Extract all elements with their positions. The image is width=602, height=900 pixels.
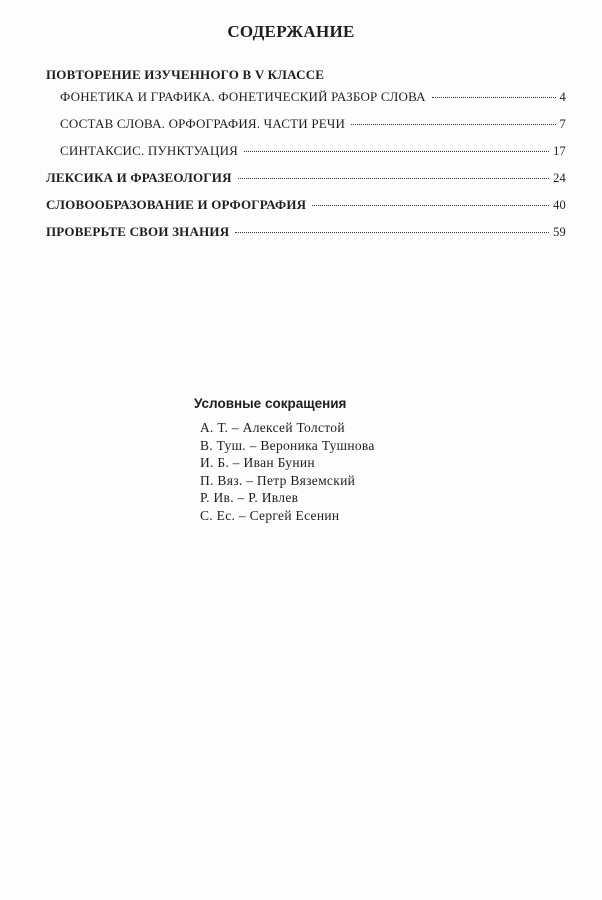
abbreviation-item: В. Туш. – Вероника Тушнова <box>200 437 375 453</box>
toc-entry-label: ПРОВЕРЬТЕ СВОИ ЗНАНИЯ <box>46 224 230 239</box>
dot-leader <box>351 124 555 125</box>
toc-entry <box>46 197 566 224</box>
table-of-contents <box>46 67 566 251</box>
toc-entry <box>46 170 566 197</box>
toc-entry-page: 40 <box>553 198 566 212</box>
toc-entry <box>46 89 566 116</box>
toc-entry <box>46 116 566 143</box>
abbreviation-item: П. Вяз. – Петр Вяземский <box>200 472 356 488</box>
toc-entry <box>46 67 566 89</box>
toc-entry-page: 7 <box>559 117 566 131</box>
abbreviation-item: А. Т. – Алексей Толстой <box>200 420 345 435</box>
toc-entry-label: СЛОВООБРАЗОВАНИЕ И ОРФОГРАФИЯ <box>46 197 307 212</box>
abbreviations-title: Условные сокращения <box>194 396 347 411</box>
toc-entry-page: 17 <box>553 144 566 158</box>
toc-entry-label: СОСТАВ СЛОВА. ОРФОГРАФИЯ. ЧАСТИ РЕЧИ <box>60 116 346 131</box>
dot-leader <box>312 205 549 206</box>
abbreviation-item: Р. Ив. – Р. Ивлев <box>200 490 299 505</box>
toc-entry-label: ПОВТОРЕНИЕ ИЗУЧЕННОГО В V КЛАССЕ <box>46 67 325 82</box>
abbreviations-section <box>194 396 375 524</box>
toc-entry-label: ЛЕКСИКА И ФРАЗЕОЛОГИЯ <box>46 170 232 185</box>
toc-entry-page: 24 <box>553 171 566 185</box>
toc-entry <box>46 143 566 170</box>
toc-entry-label: СИНТАКСИС. ПУНКТУАЦИЯ <box>60 143 239 158</box>
toc-entry-page: 59 <box>553 225 566 239</box>
abbreviation-item: С. Ес. – Сергей Есенин <box>200 507 340 523</box>
abbreviation-item: И. Б. – Иван Бунин <box>200 455 315 470</box>
toc-entry-page: 4 <box>559 90 566 104</box>
dot-leader <box>244 151 549 152</box>
abbreviations-list <box>200 419 375 524</box>
dot-leader <box>432 97 556 98</box>
toc-entry <box>46 224 566 251</box>
dot-leader <box>238 178 549 179</box>
dot-leader <box>235 232 549 233</box>
contents-title: СОДЕРЖАНИЕ <box>227 22 355 41</box>
toc-entry-label: ФОНЕТИКА И ГРАФИКА. ФОНЕТИЧЕСКИЙ РАЗБОР СЛОВА <box>60 89 426 104</box>
